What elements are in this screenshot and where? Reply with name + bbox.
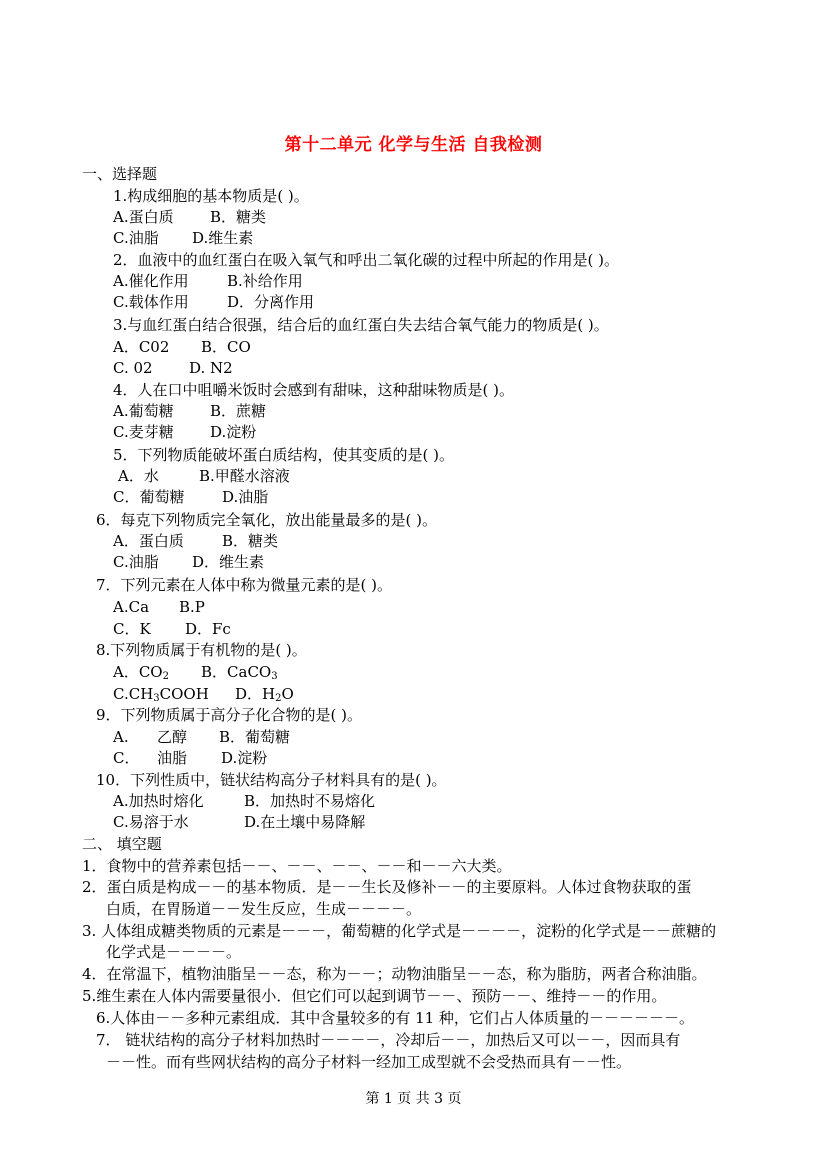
- q1-option-d: D.维生素: [192, 229, 254, 247]
- q7-option-b: B.P: [179, 598, 205, 616]
- q10-option-d: D.在土壤中易降解: [244, 813, 366, 831]
- q3-options-ab: [113, 337, 251, 357]
- question-10: 10．下列性质中，链状结构高分子材料具有的是( )。: [96, 771, 447, 789]
- q5-options-ab: [118, 466, 290, 486]
- q8-option-b: B．CaCO$_3$: [201, 663, 278, 682]
- fill-7-line-1: 7． 链状结构的高分子材料加热时－－－－，冷却后－－，加热后又可以－－，因而具有: [96, 1031, 681, 1049]
- question-9: 9．下列物质属于高分子化合物的是( )。: [96, 706, 363, 724]
- q5-option-d: D.油脂: [222, 488, 269, 506]
- q9-option-c-letter: C．: [113, 749, 140, 767]
- q8-option-a: A．$CO_2$: [113, 663, 169, 682]
- q10-options-ab: [113, 791, 375, 811]
- q5-option-c: C．葡萄糖: [113, 488, 185, 506]
- q1-option-b: B．糖类: [210, 208, 267, 226]
- q5-option-a: A．水: [118, 467, 159, 485]
- q6-options-ab: [113, 531, 278, 551]
- q1-option-c: C.油脂: [113, 229, 159, 247]
- q4-option-d: D.淀粉: [210, 423, 257, 441]
- question-6: 6．每克下列物质完全氧化，放出能量最多的是( )。: [96, 511, 438, 529]
- q10-option-b: B．加热时不易熔化: [244, 792, 376, 810]
- q7-options-cd: [113, 619, 231, 639]
- q5-option-b: B.甲醛水溶液: [199, 467, 290, 485]
- q2-option-b: B.补给作用: [227, 272, 303, 290]
- q5-options-cd: [113, 487, 268, 507]
- q4-option-c: C.麦芽糖: [113, 423, 174, 441]
- q7-options-ab: [113, 597, 205, 617]
- fill-2-line-2: 白质，在胃肠道－－发生反应，生成－－－－。: [106, 900, 422, 918]
- fill-5: 5.维生素在人体内需要量很小．但它们可以起到调节－－、预防－－、维持－－的作用。: [82, 987, 667, 1005]
- q4-option-b: B．蔗糖: [210, 402, 267, 420]
- fill-1: 1．食物中的营养素包括－－、－－、－－、－－和－－六大类。: [82, 857, 512, 875]
- fill-7-line-2: －－性。而有些网状结构的高分子材料一经加工成型就不会受热而具有－－性。: [106, 1053, 632, 1071]
- question-5: 5．下列物质能破坏蛋白质结构，使其变质的是( )。: [113, 446, 455, 464]
- q9-option-a: 乙醇: [157, 728, 188, 746]
- q6-option-d: D．维生素: [192, 553, 265, 571]
- q2-options-cd: [113, 292, 314, 312]
- q8-options-ab: [113, 662, 278, 682]
- q9-option-c: 油脂: [157, 749, 188, 767]
- q1-option-a: A.蛋白质: [113, 208, 174, 226]
- q9-option-b: B．葡萄糖: [219, 728, 291, 746]
- page-footer: 第 1 页 共 3 页: [365, 1091, 462, 1107]
- question-3: 3.与血红蛋白结合很强，结合后的血红蛋白失去结合氧气能力的物质是( )。: [113, 316, 609, 334]
- q4-options-cd: [113, 422, 256, 442]
- q6-options-cd: [113, 552, 264, 572]
- q6-option-a: A．蛋白质: [113, 532, 184, 550]
- section-heading-fill: 二、 填空题: [82, 835, 162, 853]
- q9-options-cd: [113, 748, 267, 768]
- q6-option-c: C.油脂: [113, 553, 159, 571]
- q7-option-d: D．Fc: [185, 620, 231, 638]
- q2-option-c: C.载体作用: [113, 293, 189, 311]
- q8-option-c: $C.CH_3COOH$: [113, 685, 209, 704]
- question-4: 4．人在口中咀嚼米饭时会感到有甜味，这种甜味物质是( )。: [113, 381, 515, 399]
- fill-2-line-1: 2．蛋白质是构成－－的基本物质．是－－生长及修补－－的主要原料。人体过食物获取的蛋: [82, 878, 692, 896]
- q8-option-d: D．$H_2O$: [235, 685, 294, 704]
- q8-options-cd: [113, 684, 294, 704]
- q3-option-b: B．CO: [201, 338, 251, 356]
- fill-4: 4．在常温下，植物油脂呈－－态，称为－－；动物油脂呈－－态，称为脂肪，两者合称油脂。: [82, 965, 707, 983]
- question-1: 1.构成细胞的基本物质是( )。: [113, 187, 309, 205]
- q10-options-cd: [113, 812, 365, 832]
- q6-option-b: B．糖类: [222, 532, 279, 550]
- q7-option-c: C．K: [113, 620, 151, 638]
- q10-option-a: A.加热时熔化: [113, 792, 204, 810]
- question-7: 7．下列元素在人体中称为微量元素的是( )。: [96, 576, 393, 594]
- question-8: 8.下列物质属于有机物的是( )。: [96, 641, 307, 659]
- q4-option-a: A.葡萄糖: [113, 402, 174, 420]
- q3-option-a: A．C02: [113, 338, 170, 356]
- q10-option-c: C.易溶于水: [113, 813, 189, 831]
- fill-6: 6.人体由－－多种元素组成．其中含量较多的有 11 种，它们占人体质量的－－－－－－。: [96, 1009, 694, 1027]
- q9-options-ab: [113, 727, 290, 747]
- q9-option-a-letter: A.: [113, 728, 129, 746]
- q3-options-cd: [113, 358, 233, 378]
- q1-options-ab: [113, 207, 266, 227]
- q3-option-d: D. N2: [189, 359, 233, 377]
- q2-option-a: A.催化作用: [113, 272, 189, 290]
- q9-option-d: D.淀粉: [221, 749, 268, 767]
- q4-options-ab: [113, 401, 266, 421]
- section-heading-choice: 一、选择题: [82, 165, 158, 183]
- q3-option-c: C. 02: [113, 359, 153, 377]
- q1-options-cd: [113, 228, 253, 248]
- q2-option-d: D．分离作用: [227, 293, 315, 311]
- question-2: 2．血液中的血红蛋白在吸入氧气和呼出二氧化碳的过程中所起的作用是( )。: [113, 251, 620, 269]
- page-title: 第十二单元 化学与生活 自我检测: [284, 135, 543, 155]
- q2-options-ab: [113, 271, 303, 291]
- fill-3-line-2: 化学式是－－－－。: [106, 943, 242, 961]
- q7-option-a: A.Ca: [113, 598, 150, 616]
- fill-3-line-1: 3. 人体组成糖类物质的元素是－－－，葡萄糖的化学式是－－－－，淀粉的化学式是－－蔗糖的: [82, 922, 717, 940]
